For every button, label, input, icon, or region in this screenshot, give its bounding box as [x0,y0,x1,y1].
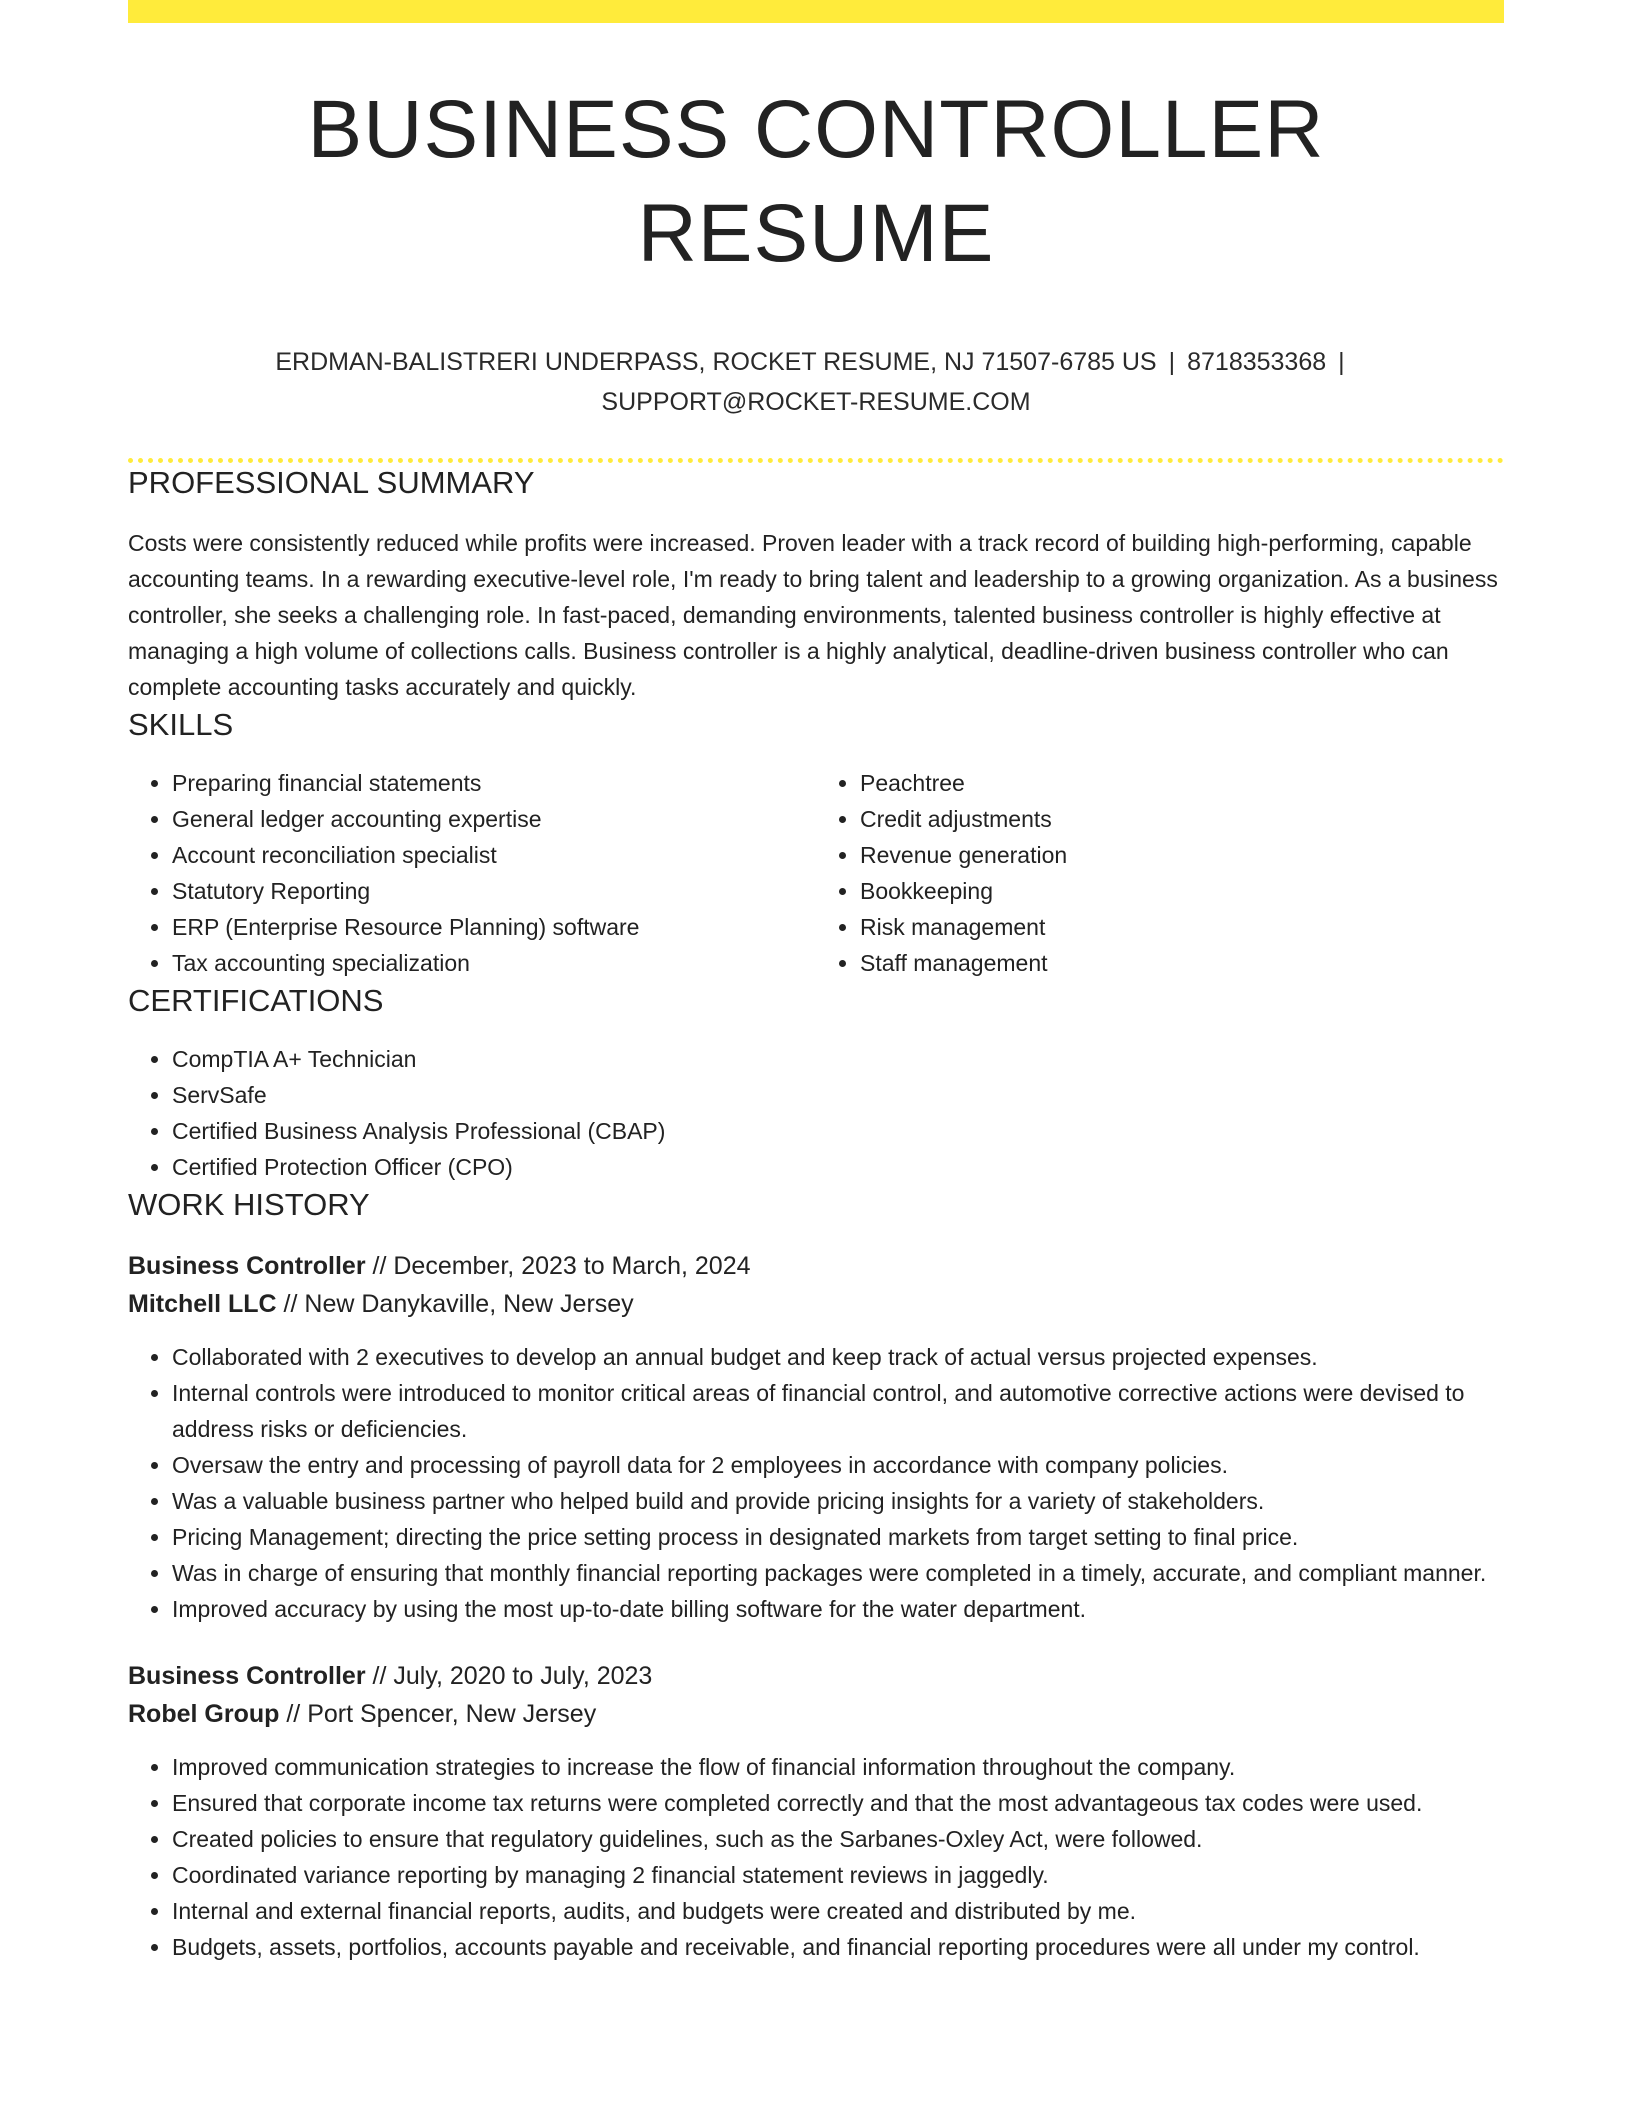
contact-address: ERDMAN-BALISTRERI UNDERPASS, ROCKET RESUME, NJ 71507-6785 US [275,348,1157,376]
job-bullets [128,1749,1504,1965]
contact-info [128,342,1504,422]
skills-grid [128,765,1504,981]
job-bullet: • Was a valuable business partner who helped build and provide pricing insights for a variety of stakeholders. [172,1483,1504,1519]
job-dates: July, 2020 to July, 2023 [393,1662,653,1690]
job-title: Business Controller [128,1662,366,1690]
certification-item: • Certified Protection Officer (CPO) [172,1149,1504,1185]
job-location: Port Spencer, New Jersey [307,1700,597,1728]
job-dates: December, 2023 to March, 2024 [393,1252,751,1280]
job-title-line: Business Controller // December, 2023 to March, 2024 [128,1252,751,1280]
job-header [128,1657,1504,1733]
skill-item: • ERP (Enterprise Resource Planning) software [172,909,816,945]
certification-item: • CompTIA A+ Technician [172,1041,1504,1077]
contact-separator: | [1168,348,1176,376]
contact-separator: | [1338,348,1345,376]
job-entry [128,1247,1504,1627]
summary-text: Costs were consistently reduced while profits were increased. Proven leader with a track record of building high-performing, capable accounting teams. In a rewarding executive-level role, I'm ready to bring talent and leadership to a growing organization. As a business controller, she seeks a challenging role. In fast-paced, demanding environments, talented business controller is highly effective at managing a high volume of collections calls. Business controller is a highly analytical, deadline-driven business controller who can complete accounting tasks accurately and quickly. [128,530,1498,700]
certifications-section [128,981,1504,1185]
job-bullet: • Coordinated variance reporting by managing 2 financial statement reviews in jaggedly. [172,1857,1504,1893]
job-header [128,1247,1504,1323]
skill-item: • Revenue generation [860,837,1504,873]
job-bullet: • Improved communication strategies to increase the flow of financial information throughout the company. [172,1749,1504,1785]
job-bullet: • Oversaw the entry and processing of payroll data for 2 employees in accordance with company policies. [172,1447,1504,1483]
skill-item: • Tax accounting specialization [172,945,816,981]
job-bullet: • Internal controls were introduced to monitor critical areas of financial control, and automotive corrective actions were devised to address risks or deficiencies. [172,1375,1504,1447]
job-company-line: Robel Group // Port Spencer, New Jersey [128,1700,597,1728]
job-title: Business Controller [128,1252,366,1280]
resume-content [128,0,1504,1965]
skill-item: • Credit adjustments [860,801,1504,837]
job-bullet: • Ensured that corporate income tax returns were completed correctly and that the most advantageous tax codes were used. [172,1785,1504,1821]
skill-item: • Bookkeeping [860,873,1504,909]
certifications-list [128,1041,1504,1185]
certification-item: • ServSafe [172,1077,1504,1113]
job-location: New Danykaville, New Jersey [304,1290,634,1318]
job-bullet: • Budgets, assets, portfolios, accounts payable and receivable, and financial reporting procedures were all under my control. [172,1929,1504,1965]
certifications-heading: CERTIFICATIONS [128,983,384,1018]
skill-item: • Peachtree [860,765,1504,801]
page-title: BUSINESS CONTROLLER RESUME [307,84,1325,279]
job-company: Mitchell LLC [128,1290,277,1318]
job-bullet: • Created policies to ensure that regulatory guidelines, such as the Sarbanes-Oxley Act, were followed. [172,1821,1504,1857]
job-entry [128,1657,1504,1965]
job-company: Robel Group [128,1700,280,1728]
work-history-section [128,1185,1504,1965]
skill-item: • General ledger accounting expertise [172,801,816,837]
skill-item: • Statutory Reporting [172,873,816,909]
job-bullets [128,1339,1504,1627]
skills-list-right [816,765,1504,981]
job-company-line: Mitchell LLC // New Danykaville, New Jersey [128,1290,634,1318]
skill-item: • Risk management [860,909,1504,945]
job-bullet: • Collaborated with 2 executives to develop an annual budget and keep track of actual versus projected expenses. [172,1339,1504,1375]
skills-heading: SKILLS [128,707,234,742]
job-bullet: • Improved accuracy by using the most up-to-date billing software for the water department. [172,1591,1504,1627]
skills-section [128,705,1504,981]
work-history-heading: WORK HISTORY [128,1187,370,1222]
contact-phone: 8718353368 [1187,348,1327,376]
summary-section [128,463,1504,705]
skills-list-left [128,765,816,981]
skill-item: • Staff management [860,945,1504,981]
job-bullet: • Pricing Management; directing the price setting process in designated markets from target setting to final price. [172,1519,1504,1555]
job-bullet: • Internal and external financial reports, audits, and budgets were created and distributed by me. [172,1893,1504,1929]
certification-item: • Certified Business Analysis Professional (CBAP) [172,1113,1504,1149]
contact-email: SUPPORT@ROCKET-RESUME.COM [601,388,1031,416]
job-bullet: • Was in charge of ensuring that monthly financial reporting packages were completed in a timely, accurate, and compliant manner. [172,1555,1504,1591]
summary-heading: PROFESSIONAL SUMMARY [128,465,535,500]
job-title-line: Business Controller // July, 2020 to July, 2023 [128,1662,653,1690]
skill-item: • Preparing financial statements [172,765,816,801]
skill-item: • Account reconciliation specialist [172,837,816,873]
